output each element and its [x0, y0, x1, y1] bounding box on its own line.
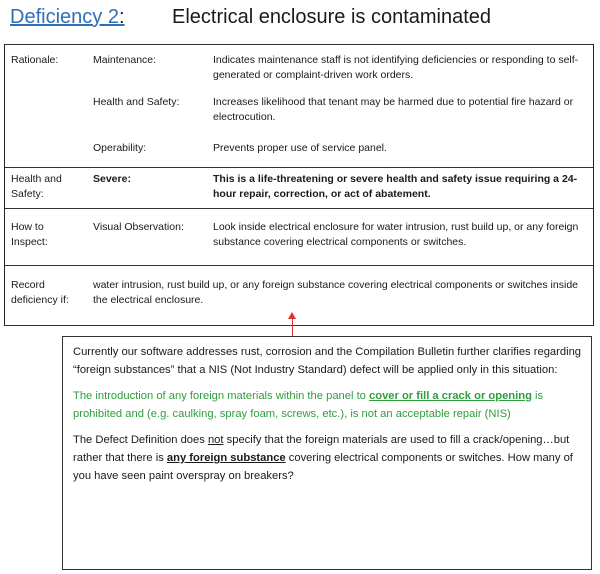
- table-divider: [5, 44, 593, 45]
- hs-text: Increases likelihood that tenant may be harmed due to potential fire hazard or electrocution.: [213, 96, 574, 123]
- callout-box: [62, 336, 592, 570]
- table-divider: [5, 167, 593, 168]
- p3-text-e: covering electrical components or switches. How many of you have seen paint overspray on breakers?: [73, 452, 573, 482]
- record-deficiency-text: water intrusion, rust build up, or any foreign substance covering electrical components or switches inside the electrical enclosure.: [93, 279, 578, 306]
- callout-paragraph-3: [73, 431, 583, 485]
- deficiency-link[interactable]: Deficiency 2:: [10, 6, 125, 28]
- operability-label: Operability:: [93, 142, 147, 154]
- health-safety-label: Health and Safety:: [11, 173, 62, 200]
- how-to-inspect-label: How to Inspect:: [11, 221, 48, 248]
- p3-text-c: specify that the foreign materials are used to fill a crack/opening…but rather that there is: [73, 434, 570, 464]
- hs-label: Health and Safety:: [93, 96, 180, 108]
- rationale-label: Rationale:: [11, 54, 59, 66]
- record-deficiency-label: Record deficiency if:: [11, 279, 69, 306]
- severity-text: This is a life-threatening or severe health and safety issue requiring a 24-hour repair, correction, or act of abatement.: [213, 173, 578, 200]
- operability-text: Prevents proper use of service panel.: [213, 142, 387, 154]
- maintenance-label: Maintenance:: [93, 54, 157, 66]
- severity-label: Severe:: [93, 173, 131, 185]
- maintenance-text: Indicates maintenance staff is not identifying deficiencies or responding to self-generated or complaint-driven work orders.: [213, 54, 579, 81]
- visual-observation-text: Look inside electrical enclosure for water intrusion, rust build up, or any foreign substance covering electrical components or switches.: [213, 221, 579, 248]
- green-text-emphasis: cover or fill a crack or opening: [369, 390, 532, 402]
- deficiency-title: Electrical enclosure is contaminated: [172, 6, 492, 28]
- table-divider: [5, 265, 593, 266]
- table-divider: [5, 325, 593, 326]
- deficiency-table: [4, 44, 594, 326]
- callout-green-paragraph: [73, 387, 583, 423]
- visual-observation-label: Visual Observation:: [93, 221, 184, 233]
- callout-paragraph-1: Currently our software addresses rust, corrosion and the Compilation Bulletin further clarifies regarding “foreign substances” that a NIS (Not Industry Standard) defect will be applied only in this situation:: [73, 346, 582, 376]
- green-text-a: The introduction of any foreign materials within the panel to: [73, 390, 370, 402]
- table-divider: [5, 208, 593, 209]
- header: [10, 6, 595, 36]
- p3-not: not: [207, 434, 224, 446]
- header-colon: :: [118, 6, 125, 28]
- pointer-arrow-line: [292, 316, 293, 336]
- p3-emphasis: any foreign substance: [166, 452, 286, 464]
- pointer-arrow-icon: [288, 312, 296, 319]
- green-text-c: is prohibited and (e.g. caulking, spray foam, screws, etc.), is not an acceptable repair (NIS): [73, 390, 544, 420]
- p3-text-a: The Defect Definition does: [73, 434, 208, 446]
